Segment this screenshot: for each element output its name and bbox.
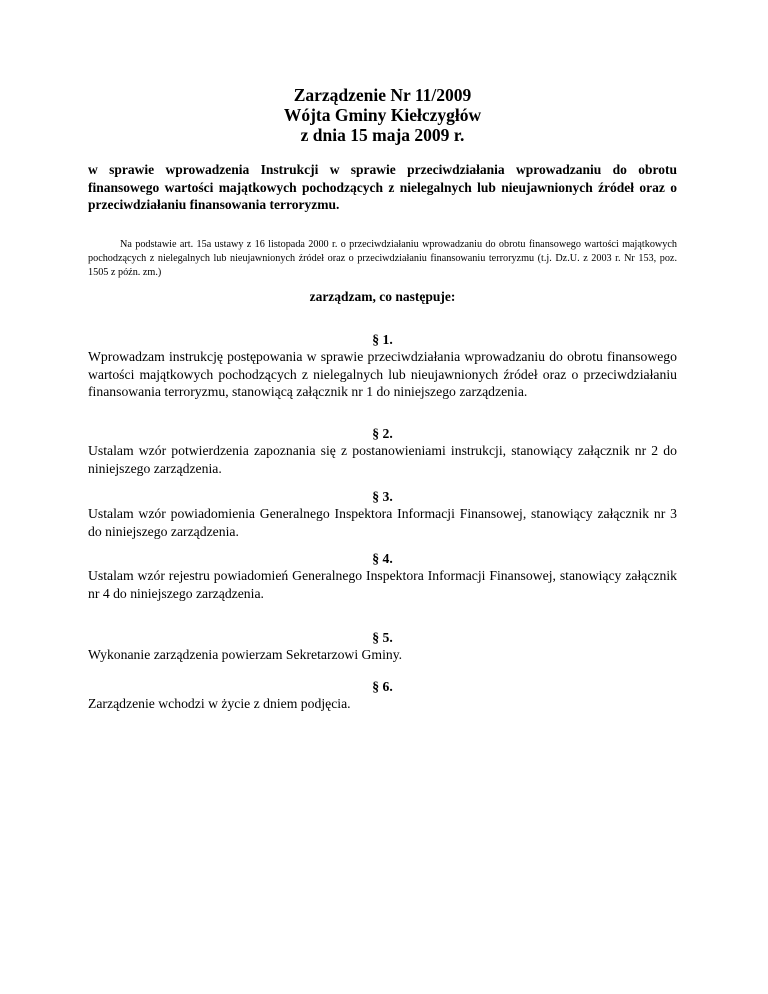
paragraph-2: [88, 425, 677, 477]
paragraph-text: Wykonanie zarządzenia powierzam Sekretarzowi Gminy.: [88, 647, 403, 663]
title-line-2: Wójta Gminy Kiełczygłów: [283, 105, 482, 125]
paragraph-4: [88, 550, 677, 602]
paragraph-number: § 4.: [372, 551, 393, 566]
paragraph-number: § 6.: [372, 679, 393, 694]
paragraph-text: Ustalam wzór potwierdzenia zapoznania się z postanowieniami instrukcji, stanowiący załącznik nr 2 do niniejszego zarządzenia.: [88, 443, 677, 476]
paragraph-1: [88, 331, 677, 401]
document-title: [88, 85, 677, 145]
paragraph-text: Ustalam wzór powiadomienia Generalnego Inspektora Informacji Finansowej, stanowiący załącznik nr 3 do niniejszego zarządzenia.: [88, 506, 677, 539]
document-subject: w sprawie wprowadzenia Instrukcji w sprawie przeciwdziałania wprowadzaniu do obrotu finansowego wartości majątkowych pochodzących z nielegalnych lub nieujawnionych źródeł oraz o przeciwdziałaniu finansowania terroryzmu.: [88, 162, 677, 212]
paragraph-3: [88, 488, 677, 540]
paragraph-5: [88, 629, 677, 664]
paragraph-number: § 2.: [372, 426, 393, 441]
decree-statement: zarządzam, co następuje:: [309, 289, 456, 304]
paragraph-6: [88, 678, 677, 713]
paragraph-number: § 5.: [372, 630, 393, 645]
paragraph-text: Wprowadzam instrukcję postępowania w sprawie przeciwdziałania wprowadzaniu do obrotu finansowego wartości majątkowych pochodzących z nielegalnych lub nieujawnionych źródeł oraz o przeciwdziałaniu finansowania terroryzmu, stanowiącą załącznik nr 1 do niniejszego zarządzenia.: [88, 349, 677, 400]
title-line-1: Zarządzenie Nr 11/2009: [293, 85, 472, 105]
paragraph-text: Ustalam wzór rejestru powiadomień Generalnego Inspektora Informacji Finansowej, stanowiący załącznik nr 4 do niniejszego zarządzenia.: [88, 568, 677, 601]
title-line-3: z dnia 15 maja 2009 r.: [300, 125, 465, 145]
paragraph-number: § 1.: [372, 332, 393, 347]
paragraph-text: Zarządzenie wchodzi w życie z dniem podjęcia.: [88, 696, 351, 712]
legal-basis: Na podstawie art. 15a ustawy z 16 listopada 2000 r. o przeciwdziałaniu wprowadzaniu do obrotu finansowego wartości majątkowych pochodzących z nielegalnych lub nieujawnionych źródeł oraz o przeciwdziałaniu finansowaniu terroryzmu (t.j. Dz.U. z 2003 r. Nr 153, poz. 1505 z późn. zm.): [88, 239, 677, 278]
paragraph-number: § 3.: [372, 489, 393, 504]
